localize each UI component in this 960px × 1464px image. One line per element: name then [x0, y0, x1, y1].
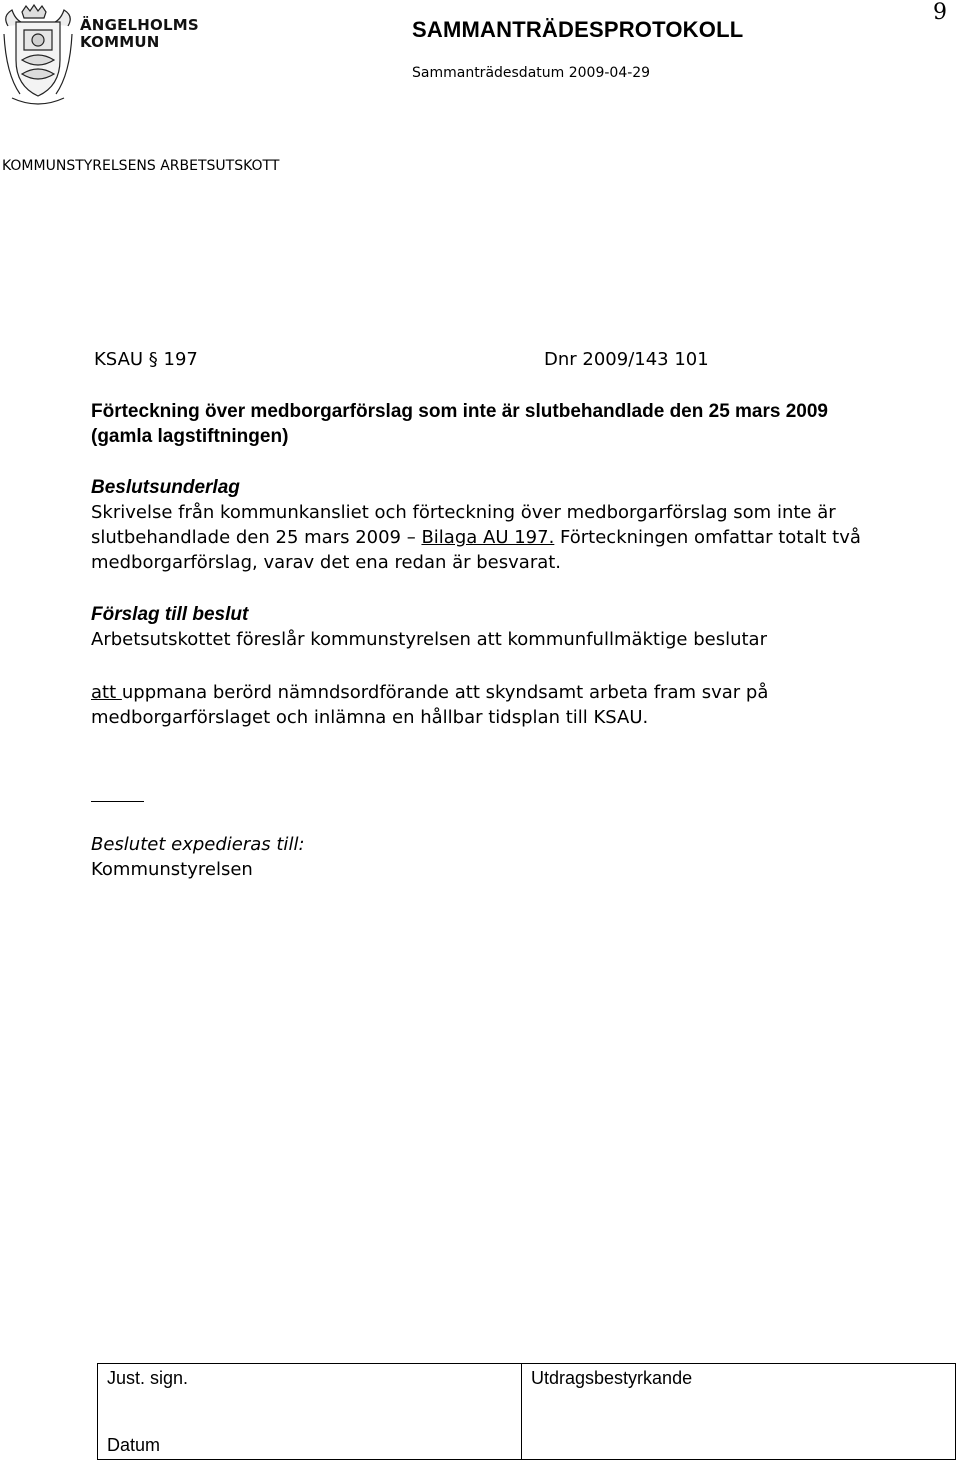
decision-text: uppmana berörd nämndsordförande att skyndsamt arbeta fram svar på medborgarförslaget och inlämna en hållbar tidsplan till KSAU. — [91, 682, 769, 728]
beslutsunderlag-text — [91, 500, 951, 575]
document-type-title: SAMMANTRÄDESPROTOKOLL — [412, 17, 744, 42]
municipality-coat-of-arms-logo — [2, 4, 74, 110]
forslag-section — [91, 602, 951, 652]
utdragsbestyrkande-label: Utdragsbestyrkande — [531, 1368, 693, 1388]
org-name-line2: KOMMUN — [80, 33, 160, 51]
org-name — [80, 17, 199, 51]
signature-table — [97, 1363, 956, 1460]
paragraph-reference: KSAU § 197 — [94, 349, 198, 370]
matter-title — [91, 399, 951, 449]
beslutsunderlag-text-post: Förteckningen omfattar totalt två medborgarförslag, varav det ena redan är besvarat. — [91, 527, 861, 573]
forslag-heading: Förslag till beslut — [91, 604, 249, 625]
expedieras-label: Beslutet expedieras till: — [91, 834, 305, 855]
beslutsunderlag-text-pre: Skrivelse från kommunkansliet och förteckning över medborgarförslag som inte är slutbehandlade den 25 mars 2009 – — [91, 502, 836, 548]
forslag-text: Arbetsutskottet föreslår kommunstyrelsen att kommunfullmäktige beslutar — [91, 629, 767, 650]
expedieras-section — [91, 832, 951, 882]
matter-title-line2: (gamla lagstiftningen) — [91, 426, 289, 447]
bilaga-link[interactable]: Bilaga AU 197. — [421, 527, 555, 548]
beslutsunderlag-section — [91, 475, 951, 575]
just-sign-label: Just. sign. — [107, 1368, 189, 1388]
beslutsunderlag-heading: Beslutsunderlag — [91, 477, 240, 498]
decision-clause — [91, 680, 951, 730]
expedieras-recipient: Kommunstyrelsen — [91, 859, 253, 880]
section-divider — [91, 801, 144, 802]
diary-number: Dnr 2009/143 101 — [544, 349, 709, 370]
signature-cell-right — [522, 1364, 955, 1459]
committee-name: KOMMUNSTYRELSENS ARBETSUTSKOTT — [2, 158, 280, 174]
matter-title-line1: Förteckning över medborgarförslag som inte är slutbehandlade den 25 mars 2009 — [91, 401, 829, 422]
meeting-date: Sammanträdesdatum 2009-04-29 — [412, 65, 651, 81]
signature-cell-left — [98, 1364, 522, 1459]
page-number: 9 — [933, 0, 947, 25]
org-name-line1: ÄNGELHOLMS — [80, 16, 199, 34]
decision-att: att — [91, 682, 122, 703]
datum-label: Datum — [107, 1435, 161, 1455]
